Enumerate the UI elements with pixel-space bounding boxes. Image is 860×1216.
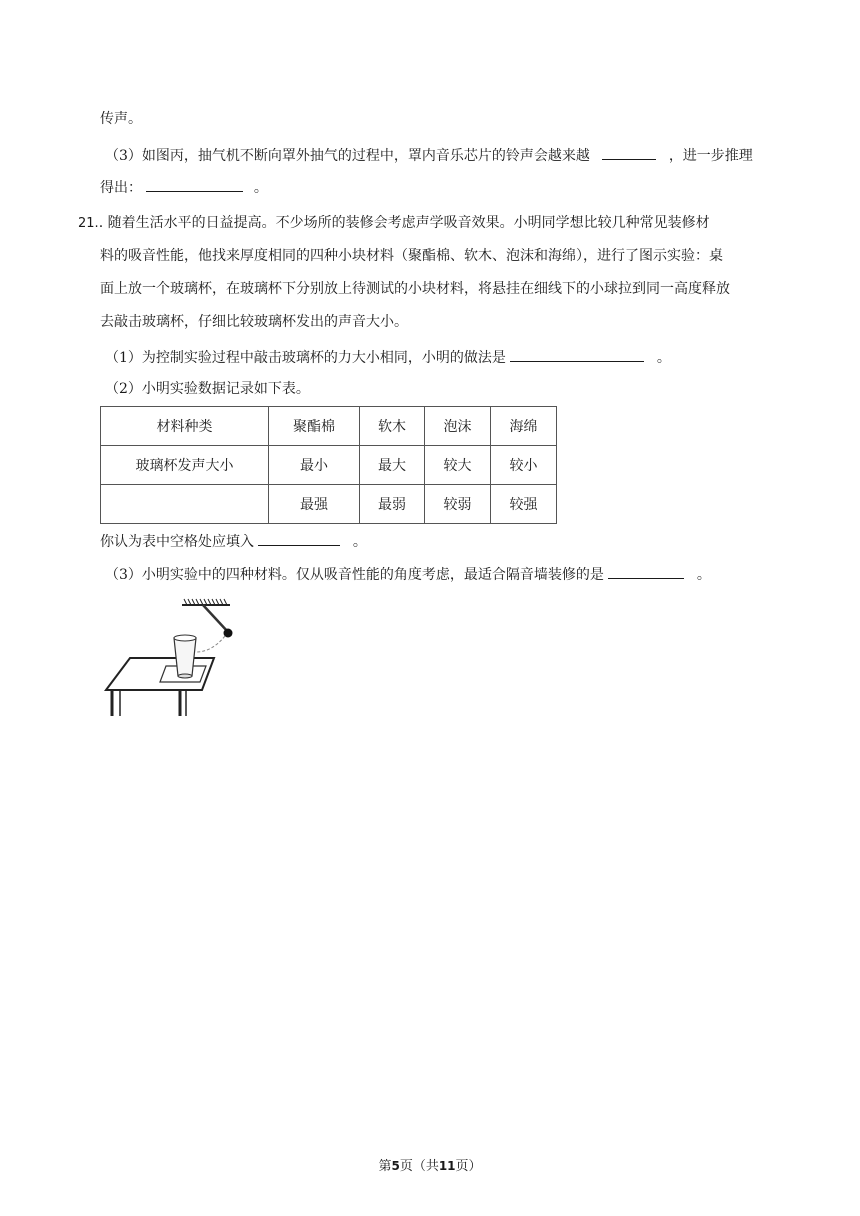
table-cell: 较小	[491, 446, 557, 485]
answer-blank[interactable]	[510, 346, 644, 362]
table-cell: 最小	[269, 446, 360, 485]
question-number: 21.	[78, 216, 99, 231]
inference-line: 得出： 。	[100, 176, 268, 198]
table-cell: 软木	[360, 407, 425, 446]
table-cell: 较强	[491, 485, 557, 524]
text-line: 传声。	[100, 111, 142, 127]
page-total: 11	[438, 1159, 456, 1173]
question-21-line-3: 面上放一个玻璃杯，在玻璃杯下分别放上待测试的小块材料，将悬挂在细线下的小球拉到同一高度释放	[100, 281, 730, 297]
data-table	[100, 406, 557, 524]
question-3-line: （3）如图丙，抽气机不断向罩外抽气的过程中，罩内音乐芯片的铃声会越来越 ，进一步推理	[105, 144, 753, 166]
page-footer: 第5页（共11页）	[378, 1159, 482, 1174]
sub-question-3: （3）小明实验中的四种材料。仅从吸音性能的角度考虑，最适合隔音墙装修的是 。	[105, 563, 711, 585]
question-21-line-4: 去敲击玻璃杯，仔细比较玻璃杯发出的声音大小。	[100, 314, 408, 330]
fill-in-line: 你认为表中空格处应填入 。	[100, 530, 367, 552]
table-cell: 最大	[360, 446, 425, 485]
answer-blank[interactable]	[602, 144, 656, 160]
question-21-line-2: 料的吸音性能，他找来厚度相同的四种小块材料（聚酯棉、软木、泡沫和海绵），进行了图示实验：桌	[100, 248, 723, 264]
question-21-line-1: 21.. 随着生活水平的日益提高。不少场所的装修会考虑声学吸音效果。小明同学想比较几种常见装修材	[78, 215, 710, 231]
table-row	[101, 485, 557, 524]
table-cell: 较弱	[425, 485, 491, 524]
experiment-figure	[100, 596, 240, 724]
page-number: 5	[391, 1159, 400, 1173]
table-cell: 材料种类	[101, 407, 269, 446]
answer-blank[interactable]	[258, 530, 340, 546]
table-row	[101, 446, 557, 485]
table-cell: 聚酯棉	[269, 407, 360, 446]
sub-question-1: （1）为控制实验过程中敲击玻璃杯的力大小相同，小明的做法是 。	[105, 346, 671, 368]
table-cell: 最强	[269, 485, 360, 524]
table-cell: 海绵	[491, 407, 557, 446]
table-row	[101, 407, 557, 446]
table-cell: 较大	[425, 446, 491, 485]
table-cell: 泡沫	[425, 407, 491, 446]
empty-table-cell	[101, 485, 269, 524]
table-cell: 玻璃杯发声大小	[101, 446, 269, 485]
answer-blank[interactable]	[146, 176, 243, 192]
sub-question-2: （2）小明实验数据记录如下表。	[105, 381, 310, 397]
answer-blank[interactable]	[608, 563, 684, 579]
table-cell: 最弱	[360, 485, 425, 524]
